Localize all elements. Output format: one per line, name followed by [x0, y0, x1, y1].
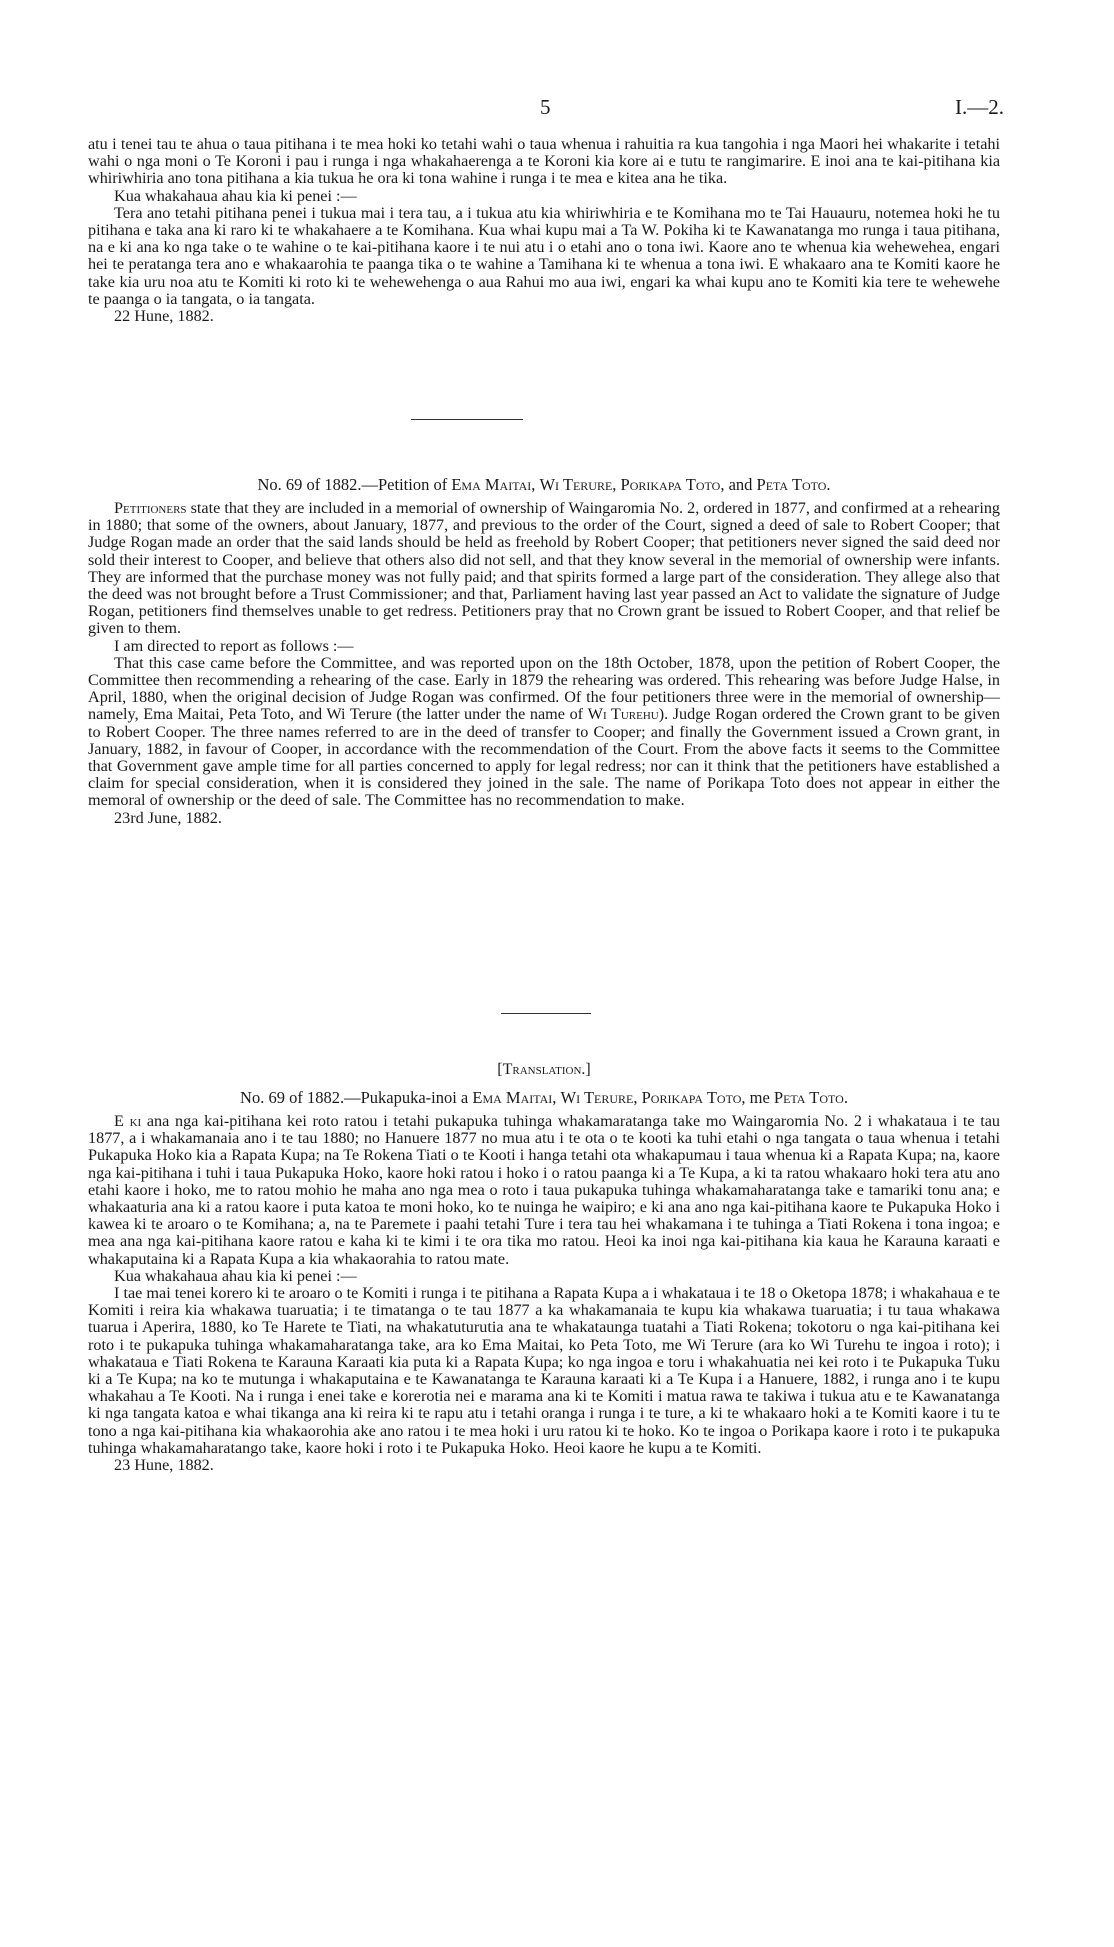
page-header: [88, 95, 1004, 125]
translation-body: [88, 1113, 1000, 1474]
petition-body: [88, 500, 1000, 827]
committee-report: I tae mai tenei korero ki te aroaro o te Komiti i runga i te pitihana a Rapata Kupa a i whakataua i te 18 o Oketopa 1878; i whakahaua e te Komiti i reira kia whakawa tuaruatia; i te timatanga o te tau 1877 a ka whakamanaia te kupu kia whakawa tuaruatia; i tu taua whakawa tuarua i Aperira, 1880, ko Te Harete te Tiati, na whakatuturutia ana te whakataunga tuatahi a Tiati Rokena; tokotoru o nga kai-pitihana kei roto i te pukapuka tuhinga whakamaharatanga take, ara ko Ema Maitai, ko Peta Toto, me Wi Terure (ara ko Wi Turehu te ingoa i roto); i whakataua e Tiati Rokena te Karauna Karaati kia puta ki a Rapata Kupa; ko nga ingoa e toru i whakahuatia nei kei roto i te Pukapuka Tuku ki a Te Kupa; na ko te mutunga i whakaputaina e te Kawanatanga te Karauna karaati ki a Te Kupa i a Hanuere, 1882, i runga ano i te kupu whakahau a Te Kooti. Na i runga i enei take e korerotia nei e marama ana ki te Komiti i matua rawa te takiwa i tukua atu e te Kawanatanga ki nga tangata katoa e whai tikanga ana ki reira ki te rapu atu i tetahi oranga i runga i te ture, a ki te whakaaro hoki a te Komiti kaore i tu te tono a nga kai-pitihana kia whakaorohia ake ano ratou i te mea hoki i uru ratou ki te hoko. Ko te ingoa o Porikapa kaore i roto i te pukapuka tuhinga whakamaharatango take, kaore hoki i roto i te Pukapuka Hoko. Heoi kaore he kupu a te Komiti.: [88, 1284, 1000, 1457]
petition-heading: No. 69 of 1882.—Petition of Ema Maitai, Wi Terure, Porikapa Toto, and Peta Toto.: [257, 475, 831, 494]
directive-line: Kua whakahaua ahau kia ki penei :—: [114, 186, 357, 205]
petitioner-name: Wi Terure: [539, 475, 613, 494]
petitioner-name: Wi Terure: [560, 1088, 634, 1107]
date-line: 22 Hune, 1882.: [114, 307, 214, 326]
petitioner-name: Ema Maitai: [472, 1088, 553, 1107]
petition-statement: E ki ana nga kai-pitihana kei roto ratou i tetahi pukapuka tuhinga whakamaratanga take mo Waingaromia No. 2 i whakataua i te tau 1877, a i whakamanaia ano i te tau 1880; no Hanuere 1877 no mua atu i te ota o te kooti ka tuhi etahi o nga tangata o taua whenua i tetahi Pukapuka Hoko kia a Rapata Kupa; na Te Rokena Tiati o te Kooti i hanga tetahi ota whakapumau i taua whenua ki a Rapata Kupa; na, kaore nga kai-pitihana i tuhi i taua Pukapuka Hoko, kaore hoki ratou i hoko i o ratou paanga ki a Te Kupa, a ki ta ratou whakaaro hoki tera atu ano etahi kaore i hoko, me to ratou mohio he maha ano nga mea o roto i taua pukapuka tuhinga whakamaharatanga take e tamariki tonu ana; e whakaaturia ana ki a ratou kaore i puta katoa te moni hoko, ko te nuinga he waipiro; e ki ana ano nga kai-pitihana kaore te Pukapuka Hoko i kawea ki te aroaro o te Komihana; a, na te Paremete i paahi tetahi Ture i tera tau hei whakamana i te tuhinga a Tiati Rokena i tona ingoa; e mea ana nga kai-pitihana kaore ratou e kaha ki te kimi i te ora tika mo ratou. Heoi ka inoi nga kai-pitihana kia kaua he Karauna karaati e whakaputaina ki a Rapata Kupa a kia whakaorahia to ratou mate.: [88, 1112, 1001, 1268]
petitioner-name: Ema Maitai: [451, 475, 532, 494]
committee-report: That this case came before the Committee, and was reported upon on the 18th October, 1878, upon the petition of Robert Cooper, the Committee then recommending a rehearing of the case. Early in 1879 the rehearing was ordered. This rehearing was before Judge Halse, in April, 1880, when the original decision of Judge Rogan was confirmed. Of the four petitioners three were in the memorial of ownership—namely, Ema Maitai, Peta Toto, and Wi Terure (the latter under the name of Wi Turehu). Judge Rogan ordered the Crown grant to be given to Robert Cooper. The three names referred to are in the deed of transfer to Cooper; and finally the Government issued a Crown grant, in January, 1882, in favour of Cooper, in accordance with the recommendation of the Court. From the above facts it seems to the Committee that Government gave ample time for all parties concerned to apply for legal redress; nor can it think that the petitioners have established a claim for special consideration, when it is considered they joined in the sale. The name of Porikapa Toto does not appear in either the memoral of ownership or the deed of sale. The Committee has no recommendation to make.: [88, 653, 1000, 810]
section-divider: [501, 1013, 591, 1014]
directive-line: I am directed to report as follows :—: [114, 636, 354, 655]
paragraph: atu i tenei tau te ahua o taua pitihana i te mea hoki ko tetahi wahi o taua whenua i rahuitia ra kua tangohia i nga Maori hei whakarite i tetahi wahi o nga moni o Te Koroni i pau i runga i nga whakahaerenga a te Koroni kia kore ai e tutu te rangimarire. E inoi ana te kai-pitihana kia whiriwhiria ano tona pitihana a kia tukua he ora ki tona wahine i runga i te mea e kitea ana he tika.: [88, 135, 1000, 188]
translation-heading: No. 69 of 1882.—Pukapuka-inoi a Ema Maitai, Wi Terure, Porikapa Toto, me Peta Toto.: [240, 1088, 848, 1107]
petition-statement: Petitioners state that they are included in a memorial of ownership of Waingaromia No. 2, ordered in 1877, and confirmed at a rehearing in 1880; that some of the owners, about January, 1877, and previous to the order of the Court, signed a deed of sale to Robert Cooper; that Judge Rogan made an order that the said lands should be held as freehold by Robert Cooper; that petitioners never signed the said deed nor sold their interest to Cooper, and believe that others also did not sell, and that they know several in the memorial of ownership were infants. They are informed that the purchase money was not fully paid; and that spirits formed a large part of the consideration. They allege also that the deed was not brought before a Trust Commissioner; and that, Parliament having last year passed an Act to validate the signature of Judge Rogan, petitioners find themselves unable to get redress. Petitioners pray that no Crown grant be issued to Robert Cooper, and that relief be given to them.: [88, 499, 1001, 638]
directive-line: Kua whakahaua ahau kia ki penei :—: [114, 1266, 357, 1285]
section-divider: [411, 419, 523, 420]
section-1: [88, 136, 1000, 325]
petitioner-name: Peta Toto: [756, 475, 827, 494]
date-line: 23rd June, 1882.: [114, 808, 222, 827]
paragraph: Tera ano tetahi pitihana penei i tukua mai i tera tau, a i tukua atu kia whiriwhiria e te Komihana mo te Tai Hauauru, notemea hoki he tu pitihana e taka ana ki raro ki te whakahaere a te Komihana. Kua whai kupu mai a Ta W. Pokiha ki te Kawanatanga mo runga i taua pitihana, na e ki ana ko nga take o te wahine o te kai-pitihana kaore i te nui atu i o etahi ano o tona iwi. Kaore ano te whenua kia wehewehea, engari hei te peratanga tera ano e whakaarohia te paanga tika o te wahine a Tamihana ki te whenua a tona iwi. E whakaaro ana te Komiti kaore he take kia uru noa atu te Komiti ki roto ki te wehewehenga o aua Rahui mo aua iwi, engari ka whai kupu ano te Komiti kia tere te wehewehe te paanga o ia tangata, o ia tangata.: [88, 203, 1000, 308]
date-line: 23 Hune, 1882.: [114, 1456, 214, 1475]
translation-label: [Translation.]: [497, 1061, 591, 1078]
page-number: 5: [540, 95, 551, 119]
petitioner-name: Porikapa Toto: [641, 1088, 742, 1107]
petitioner-name: Porikapa Toto: [620, 475, 721, 494]
paper-reference: I.—2.: [955, 95, 1004, 119]
petitioner-name: Peta Toto: [773, 1088, 844, 1107]
